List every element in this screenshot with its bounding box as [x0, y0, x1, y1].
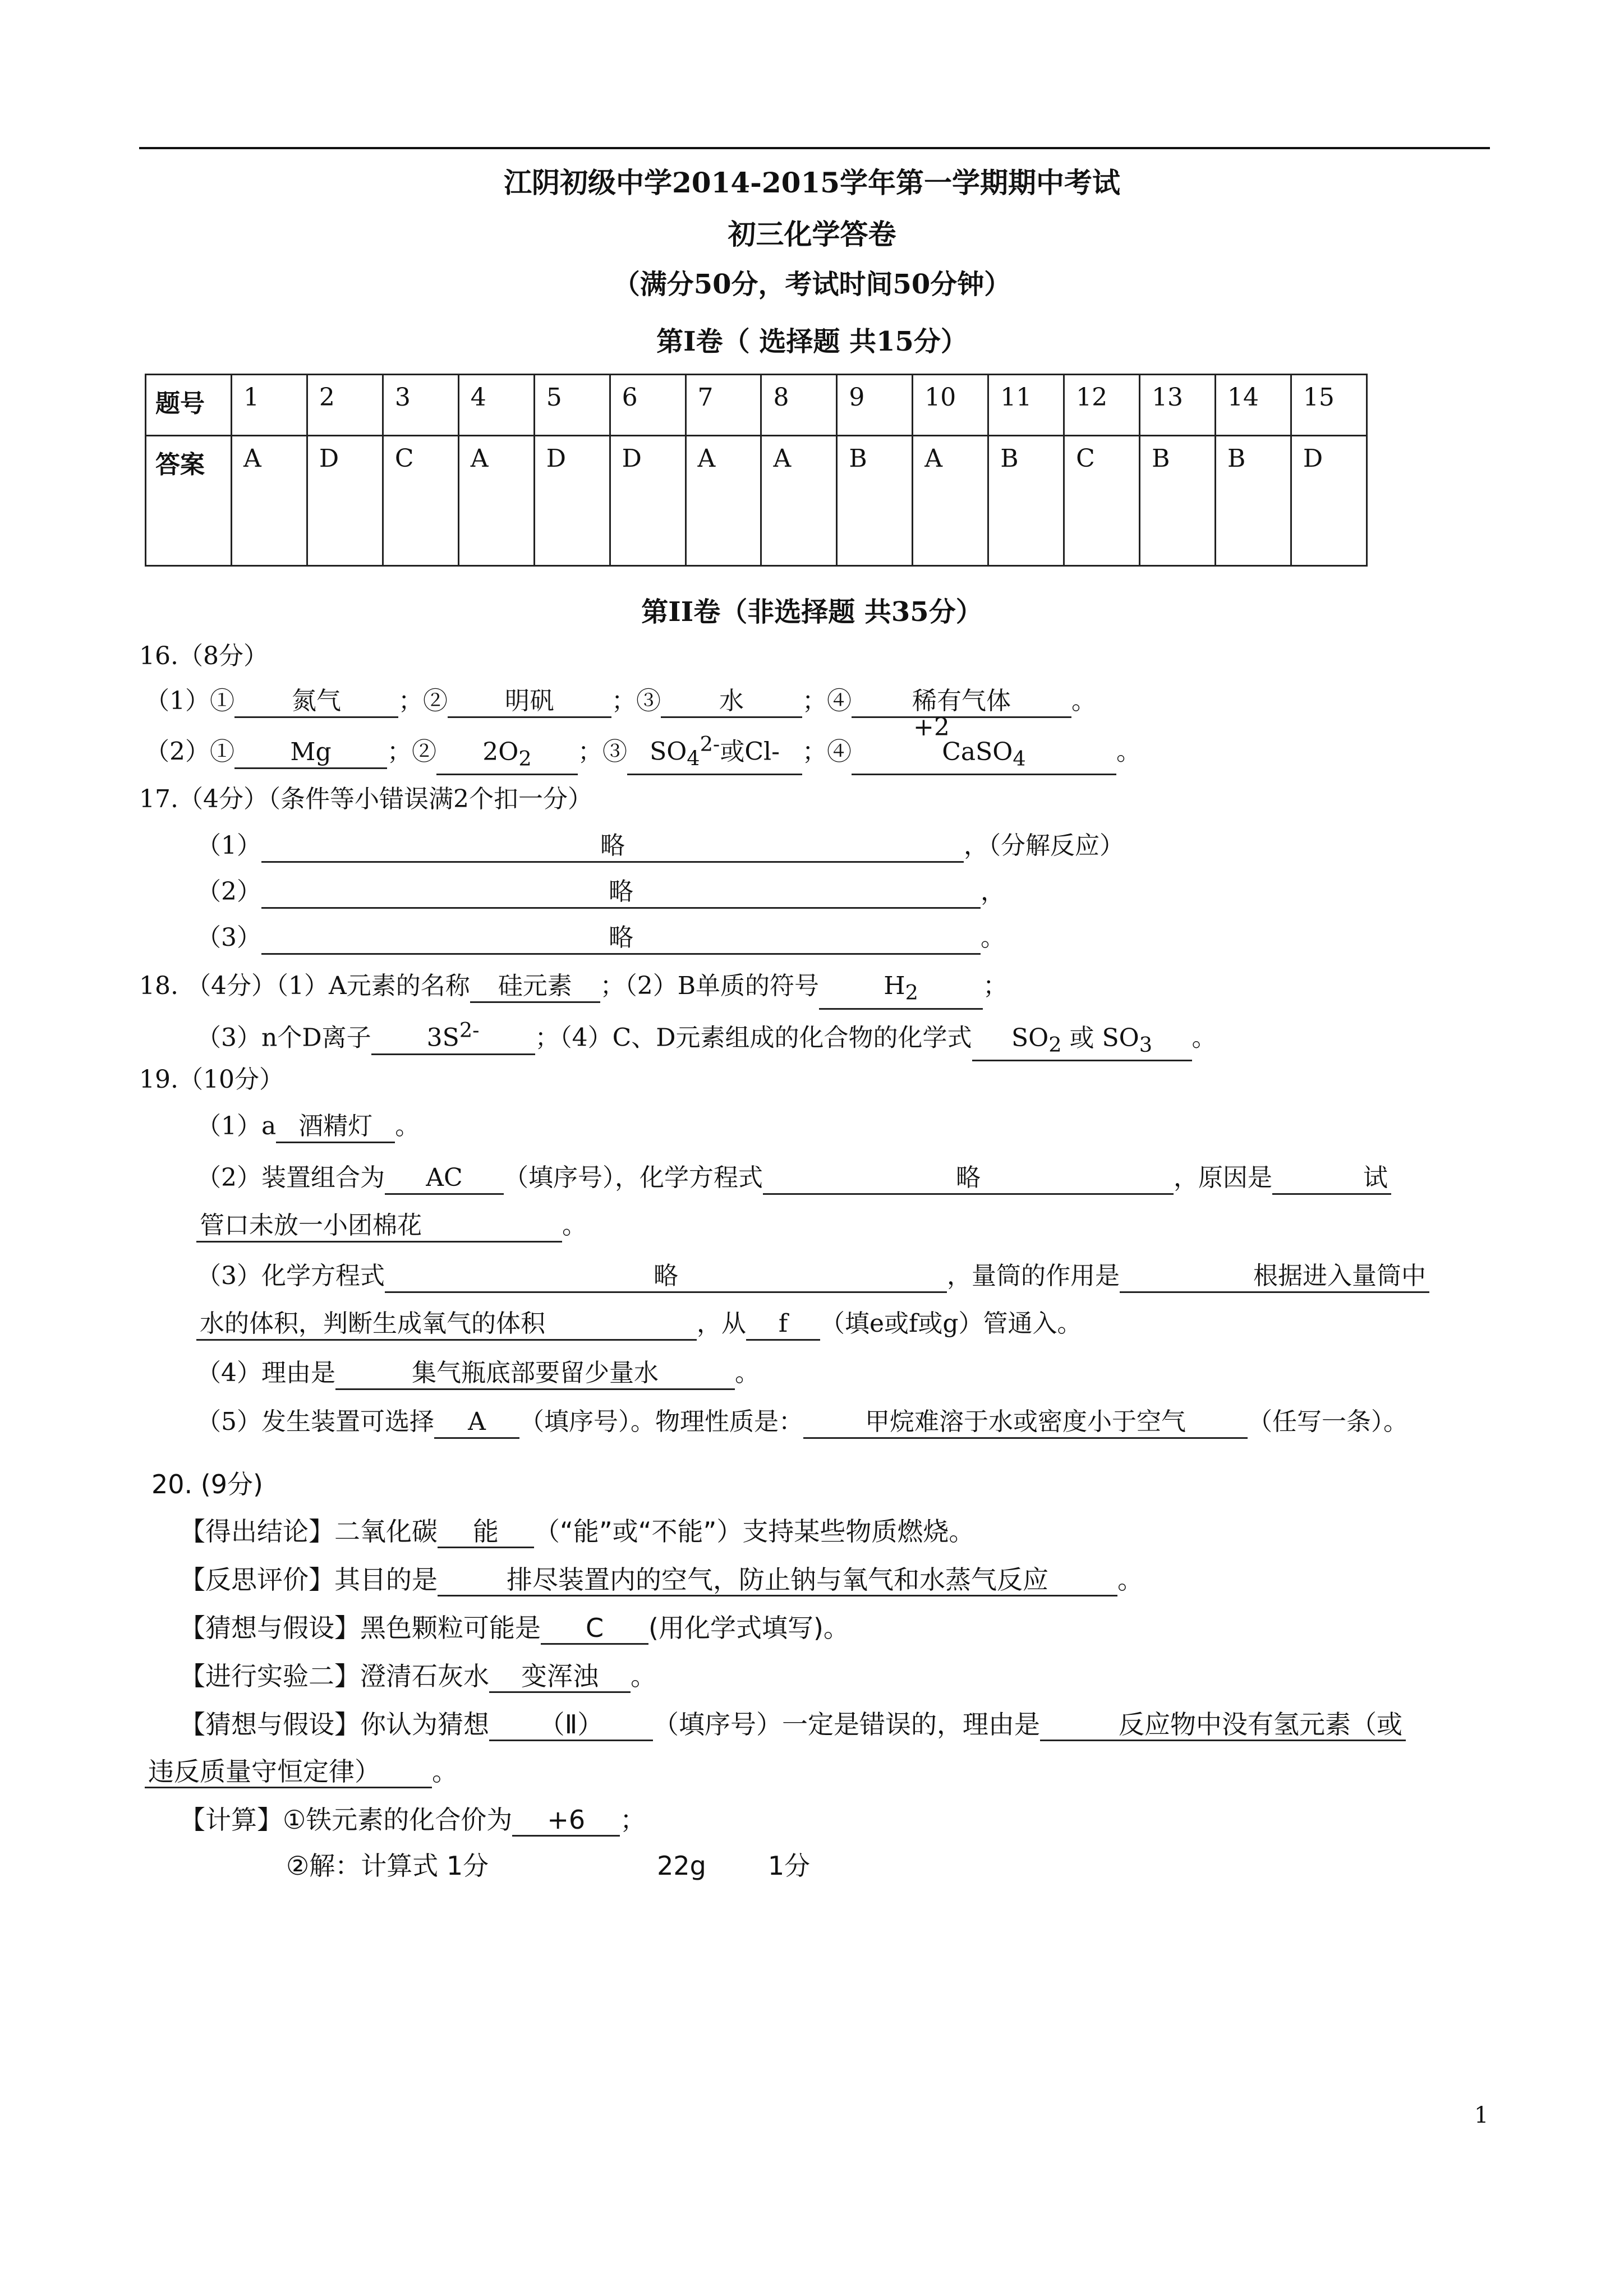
table-cell-number: 8 — [761, 375, 837, 436]
q20-line7 — [180, 1803, 646, 1837]
top-rule — [139, 147, 1490, 149]
q19-line3 — [196, 1209, 587, 1243]
q17-heading: 17.（4分）（条件等小错误满2个扣一分） — [139, 785, 592, 813]
q17-1-label: （1） — [196, 831, 261, 860]
q20-5-blank2-cont: 违反质量守恒定律） — [145, 1756, 432, 1788]
q16-1-blank1: 氮气 — [234, 686, 398, 718]
table-row-numbers — [146, 375, 1367, 436]
table-cell-answer: C — [1064, 436, 1140, 566]
q16-heading: 16.（8分） — [139, 642, 268, 670]
q19-3-blank2-cont: 水的体积，判断生成氧气的体积 — [196, 1309, 697, 1341]
q17-line2 — [196, 875, 1005, 909]
q16-1-label: （1）① — [145, 687, 234, 715]
q18-4-label: ；（4）C、D元素组成的化合物的化学式 — [535, 1023, 972, 1052]
q18-line2 — [196, 1015, 1217, 1061]
table-cell-number: 6 — [610, 375, 686, 436]
q16-2-ans4: CaSO — [942, 737, 1013, 766]
q19-4-blank: 集气瓶底部要留少量水 — [335, 1358, 735, 1390]
q20-3-blank: C — [541, 1613, 648, 1645]
q16-2-blank4 — [852, 712, 1116, 776]
q19-2-reason-label: ，原因是 — [1174, 1163, 1272, 1192]
q19-2-label: （2）装置组合为 — [196, 1163, 385, 1192]
q20-4-end: 。 — [631, 1661, 656, 1691]
q19-5-blank1: A — [434, 1407, 519, 1439]
table-cell-answer: C — [383, 436, 458, 566]
q18-4-ans2: 或 SO — [1061, 1023, 1139, 1052]
exam-title: 江阴初级中学2014-2015学年第一学期期中考试 — [503, 166, 1121, 199]
q19-1-label: （1）a — [196, 1112, 277, 1140]
q16-2-ans1: Mg — [290, 737, 332, 766]
table-cell-number: 9 — [837, 375, 913, 436]
q18-4-ans: SO — [1011, 1023, 1049, 1052]
q19-3-from: ，从 — [697, 1309, 746, 1338]
q20-6-end: ； — [620, 1805, 646, 1835]
section2-title: 第II卷（非选择题 共35分） — [641, 596, 983, 628]
table-cell-answer: B — [1140, 436, 1216, 566]
q16-line1 — [145, 684, 1096, 718]
q19-3-mid: ，量筒的作用是 — [947, 1262, 1120, 1290]
table-cell-number: 12 — [1064, 375, 1140, 436]
q19-2-blank3: 试 — [1272, 1163, 1391, 1195]
q20-5-label: 【猜想与假设】你认为猜想 — [180, 1709, 489, 1740]
table-cell-answer: B — [988, 436, 1064, 566]
q17-2-blank: 略 — [261, 877, 981, 909]
q20-4-label: 【进行实验二】澄清石灰水 — [180, 1661, 489, 1691]
q18-3-ans-sup: 2- — [459, 1018, 480, 1042]
q17-line1 — [196, 829, 1124, 863]
table-cell-answer: D — [534, 436, 610, 566]
q16-2-ans3-sub: 4 — [687, 746, 700, 771]
q17-2-label: （2） — [196, 877, 261, 906]
table-cell-answer: A — [913, 436, 988, 566]
q16-2-ans3b: 或Cl- — [720, 737, 780, 766]
q20-1-label: 【得出结论】二氧化碳 — [180, 1516, 438, 1547]
q20-7-score: 1分 — [767, 1851, 811, 1881]
table-cell-number: 11 — [988, 375, 1064, 436]
table-cell-number: 10 — [913, 375, 988, 436]
q20-5-mid: （填序号）一定是错误的，理由是 — [653, 1709, 1040, 1740]
q16-sep: ；④ — [802, 737, 852, 766]
q19-line2 — [196, 1161, 1391, 1195]
q16-1-blank2: 明矾 — [448, 686, 611, 718]
q20-5-end: 。 — [432, 1756, 458, 1787]
q18-3-label: （3）n个D离子 — [196, 1023, 371, 1052]
q19-line7 — [196, 1405, 1408, 1439]
q17-3-end: 。 — [981, 923, 1005, 952]
q20-7-label: ②解：计算式 1分 — [286, 1851, 489, 1881]
section1-title: 第Ⅰ卷（ 选择题 共15分） — [656, 326, 968, 357]
q16-sep: ；④ — [802, 687, 852, 715]
q16-1-blank4: 稀有气体 — [852, 686, 1071, 718]
q20-line8 — [286, 1849, 810, 1883]
table-cell-number: 13 — [1140, 375, 1216, 436]
q19-1-end: 。 — [395, 1112, 420, 1140]
q19-5-mid: （填序号）。物理性质是： — [519, 1407, 803, 1436]
q19-line6 — [196, 1356, 760, 1390]
q20-line6 — [145, 1755, 458, 1788]
q20-line2 — [180, 1563, 1143, 1596]
q20-line3 — [180, 1611, 849, 1645]
q18-2-blank — [819, 971, 983, 1010]
q20-5-blank1: （Ⅱ） — [489, 1709, 653, 1741]
q16-2-ans2: 2O — [482, 737, 519, 766]
table-cell-answer: A — [761, 436, 837, 566]
q19-line1 — [196, 1110, 420, 1143]
q19-2-blank2: 略 — [763, 1163, 1174, 1195]
exam-note: （满分50分，考试时间50分钟） — [613, 269, 1011, 300]
q19-3-label: （3）化学方程式 — [196, 1262, 385, 1290]
q19-1-blank: 酒精灯 — [276, 1111, 395, 1143]
answer-table — [145, 374, 1368, 567]
q19-2-blank3-cont: 管口未放一小团棉花 — [196, 1211, 562, 1243]
q20-7-value: 22g — [657, 1851, 706, 1881]
q17-3-label: （3） — [196, 923, 261, 952]
q16-sep: ；③ — [578, 737, 627, 766]
q16-2-ans3: SO — [650, 737, 687, 766]
q19-5-blank2: 甲烷难溶于水或密度小于空气 — [803, 1407, 1248, 1439]
q18-3-ans: 3S — [426, 1023, 459, 1052]
q18-sep: ； — [983, 972, 1008, 1000]
q19-3-end: （填e或f或g）管通入。 — [820, 1309, 1082, 1338]
q19-2-mid: （填序号），化学方程式 — [504, 1163, 763, 1192]
q20-2-blank: 排尽装置内的空气，防止钠与氧气和水蒸气反应 — [438, 1565, 1117, 1596]
table-cell-answer: B — [837, 436, 913, 566]
q16-end: 。 — [1116, 737, 1141, 766]
table-row-answers — [146, 436, 1367, 566]
row-label-number: 题号 — [146, 375, 232, 436]
q19-line4 — [196, 1259, 1429, 1293]
q20-5-blank2: 反应物中没有氢元素（或 — [1040, 1709, 1406, 1741]
table-cell-number: 4 — [458, 375, 534, 436]
table-cell-answer: A — [686, 436, 761, 566]
q20-4-blank: 变浑浊 — [489, 1661, 631, 1693]
exam-subtitle: 初三化学答卷 — [728, 218, 896, 251]
q20-2-end: 。 — [1117, 1565, 1143, 1595]
q20-6-label: 【计算】①铁元素的化合价为 — [180, 1805, 513, 1835]
q18-2-label: ；（2）B单质的符号 — [600, 972, 820, 1000]
q20-line5 — [180, 1708, 1406, 1741]
q18-end: 。 — [1191, 1023, 1217, 1052]
q20-1-end: （“能”或“不能”）支持某些物质燃烧。 — [534, 1516, 975, 1547]
table-cell-number: 15 — [1291, 375, 1367, 436]
q16-2-ans3-sup: 2- — [700, 732, 720, 756]
table-cell-answer: D — [610, 436, 686, 566]
table-cell-number: 14 — [1215, 375, 1291, 436]
table-cell-number: 7 — [686, 375, 761, 436]
q18-4-blank — [972, 1023, 1192, 1062]
q19-2-end: 。 — [562, 1211, 587, 1240]
q16-line2 — [145, 712, 1141, 775]
q16-1-blank3: 水 — [661, 686, 802, 718]
q16-sep: ；② — [387, 737, 436, 766]
q16-2-blank2 — [436, 737, 578, 776]
q19-line5 — [196, 1307, 1082, 1341]
q17-1-end: ，（分解反应） — [964, 831, 1124, 860]
q20-heading: 20. (9分) — [151, 1469, 263, 1499]
table-cell-number: 1 — [232, 375, 307, 436]
q19-4-end: 。 — [735, 1359, 760, 1387]
table-cell-answer: B — [1215, 436, 1291, 566]
q18-2-ans-sub: 2 — [905, 980, 918, 1005]
q16-2-ans4-sub: 4 — [1013, 746, 1026, 771]
row-label-answer: 答案 — [146, 436, 232, 566]
q17-3-blank: 略 — [261, 923, 981, 955]
table-cell-answer: D — [307, 436, 383, 566]
q18-1-blank: 硅元素 — [470, 971, 600, 1003]
q20-6-blank: +6 — [512, 1805, 620, 1837]
table-cell-answer: A — [232, 436, 307, 566]
q16-sep: ；② — [398, 687, 448, 715]
q16-2-valence: +2 — [913, 712, 950, 742]
q20-2-label: 【反思评价】其目的是 — [180, 1565, 438, 1595]
q16-2-blank1 — [234, 737, 387, 769]
q18-3-blank — [371, 1015, 535, 1055]
q16-end: 。 — [1071, 687, 1096, 715]
q20-1-blank: 能 — [438, 1516, 534, 1548]
q19-3-blank2: 根据进入量筒中 — [1120, 1261, 1429, 1293]
q19-heading: 19.（10分） — [139, 1065, 284, 1094]
q20-line4 — [180, 1659, 656, 1693]
q19-5-label: （5）发生装置可选择 — [196, 1407, 434, 1436]
q17-2-end: ， — [981, 877, 1005, 906]
page-number: 1 — [1474, 2102, 1489, 2128]
table-cell-number: 3 — [383, 375, 458, 436]
q17-line3 — [196, 921, 1005, 955]
q16-2-blank3 — [627, 729, 802, 775]
q18-1-label: 18. （4分）（1）A元素的名称 — [139, 972, 470, 1000]
table-cell-number: 2 — [307, 375, 383, 436]
q19-5-end: （任写一条）。 — [1248, 1407, 1408, 1436]
table-cell-answer: A — [458, 436, 534, 566]
q19-4-label: （4）理由是 — [196, 1359, 335, 1387]
table-cell-answer: D — [1291, 436, 1367, 566]
q19-3-blank1: 略 — [385, 1261, 947, 1293]
q18-line1 — [139, 969, 1007, 1010]
q16-sep: ；③ — [611, 687, 661, 715]
q20-line1 — [180, 1515, 974, 1548]
q18-4-ans-sub: 2 — [1048, 1032, 1062, 1057]
q16-2-ans2-sub: 2 — [518, 746, 532, 771]
q18-4-ans2-sub: 3 — [1139, 1032, 1153, 1057]
q16-2-label: （2）① — [145, 737, 234, 766]
q20-3-label: 【猜想与假设】黑色颗粒可能是 — [180, 1613, 541, 1643]
table-cell-number: 5 — [534, 375, 610, 436]
q19-3-blank3: f — [746, 1309, 820, 1341]
q18-2-ans: H — [884, 972, 905, 1000]
q17-1-blank: 略 — [261, 831, 964, 863]
q19-2-blank1: AC — [385, 1163, 504, 1195]
q20-3-end: (用化学式填写)。 — [648, 1613, 849, 1643]
